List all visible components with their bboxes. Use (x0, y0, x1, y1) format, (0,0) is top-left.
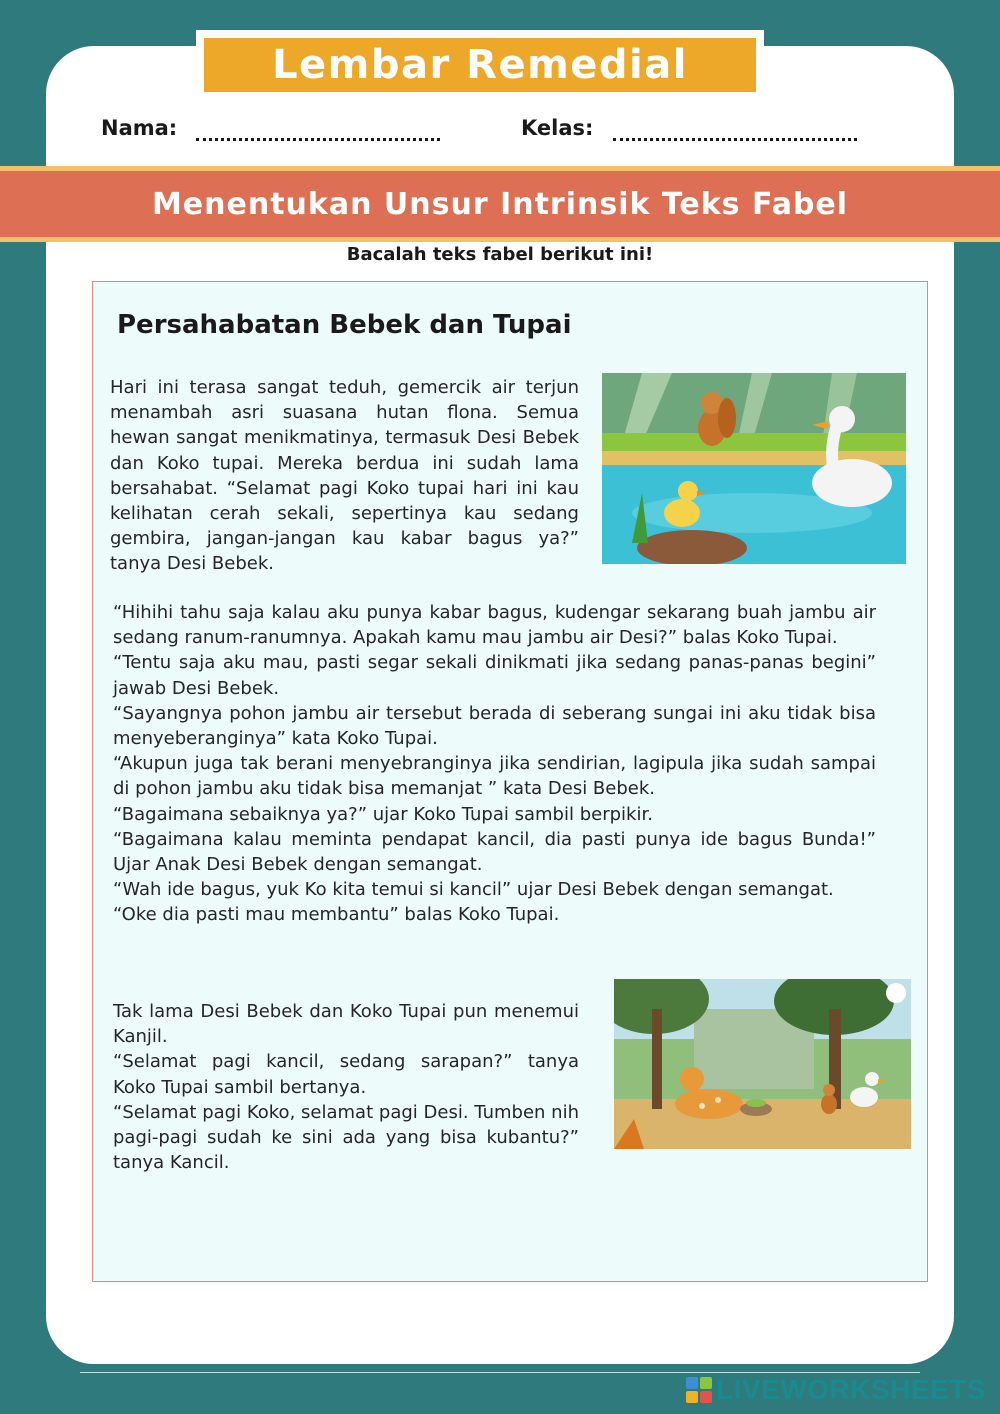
story-dialogue: “Hihihi tahu saja kalau aku punya kabar bagus, kudengar sekarang buah jambu air sedang ranum-ranumnya. Apakah kamu mau jambu air Desi?” balas Koko Tupai. “Tentu saja aku mau, pasti segar sekali dinikmati jika sedang panas-panas begini” jawab Desi Bebek. “Sayangnya pohon jambu air tersebut berada di seberang sungai ini aku tidak bisa menyeberanginya” kata Koko Tupai. “Akupun juga tak berani menyebranginya jika sendirian, lagipula jika sudah sampai di pohon jambu aku tidak bisa memanjat ” kata Desi Bebek. “Bagaimana sebaiknya ya?” ujar Koko Tupai sambil berpikir. “Bagaimana kalau meminta pendapat kancil, dia pasti punya ide bagus Bunda!” Ujar Anak Desi Bebek dengan semangat. “Wah ide bagus, yuk Ko kita temui si kancil” ujar Desi Bebek dengan semangat. “Oke dia pasti mau membantu” balas Koko Tupai. (113, 602, 876, 926)
squirrel-duck-illustration (602, 373, 906, 564)
story-ending: Tak lama Desi Bebek dan Koko Tupai pun menemui Kanjil. “Selamat pagi kancil, sedang sarapan?” tanya Koko Tupai sambil bertanya. “Selamat pagi Koko, selamat pagi Desi. Tumben nih pagi-pagi sudah ke sini ada yang bisa kubantu?” tanya Kancil. (113, 1001, 579, 1174)
topic-band (0, 166, 1000, 242)
page-title: Lembar Remedial (272, 42, 688, 88)
brand-text: LIVEWORKSHEETS (716, 1374, 986, 1405)
name-input[interactable] (196, 120, 440, 141)
footer-divider (80, 1372, 920, 1373)
story-intro: Hari ini terasa sangat teduh, gemercik air terjun menambah asri suasana hutan flona. Semua hewan sangat menikmatinya, termasuk Desi Bebek dan Koko tupai. Mereka berdua ini sudah lama bersahabat. “Selamat pagi Koko tupai hari ini kau kelihatan cerah sekali, sepertinya kau sedang gembira, jangan-jangan kau kabar bagus ya?” tanya Desi Bebek. (110, 377, 579, 575)
liveworksheets-icon (686, 1377, 712, 1403)
liveworksheets-logo[interactable] (686, 1374, 986, 1406)
deer-forest-illustration (614, 979, 911, 1149)
story-title: Persahabatan Bebek dan Tupai (117, 310, 572, 340)
topic-title: Menentukan Unsur Intrinsik Teks Fabel (151, 186, 849, 222)
title-banner (196, 30, 764, 98)
instruction: Bacalah teks fabel berikut ini! (346, 244, 654, 265)
name-label: Nama: (101, 116, 178, 140)
class-input[interactable] (613, 120, 857, 141)
class-label: Kelas: (521, 116, 594, 140)
